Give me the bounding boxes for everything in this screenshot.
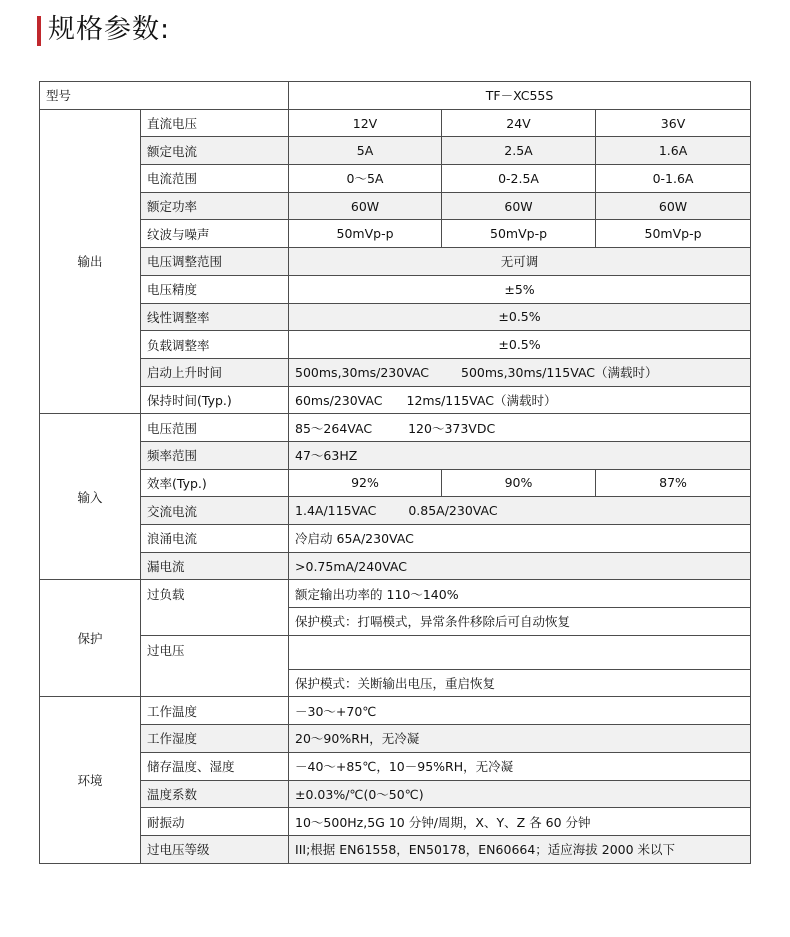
- cell-value: ±0.03%/℃(0～50℃): [289, 780, 751, 808]
- param-label: 储存温度、湿度: [141, 752, 289, 780]
- cell-value: 92%: [289, 469, 442, 497]
- cell-value: [289, 635, 751, 669]
- cell-value: 0-2.5A: [442, 165, 596, 193]
- model-value: TF－XC55S: [289, 82, 751, 110]
- table-row: [40, 386, 751, 414]
- cell-value: 50mVp-p: [289, 220, 442, 248]
- table-row: [40, 358, 751, 386]
- param-label: 额定电流: [141, 137, 289, 165]
- cell-value: 0-1.6A: [596, 165, 751, 193]
- title-accent-bar: [37, 16, 41, 46]
- table-row: [40, 165, 751, 193]
- table-row: [40, 552, 751, 580]
- model-label: 型号: [40, 82, 289, 110]
- cell-value: ±0.5%: [289, 331, 751, 359]
- param-label: 线性调整率: [141, 303, 289, 331]
- cell-value: ±0.5%: [289, 303, 751, 331]
- cell-text: 120～373VDC: [408, 420, 496, 436]
- param-label: 交流电流: [141, 497, 289, 525]
- cell-value: [289, 414, 751, 442]
- table-row: [40, 303, 751, 331]
- cell-value: 2.5A: [442, 137, 596, 165]
- cell-value: 保护模式：关断输出电压，重启恢复: [289, 669, 751, 697]
- param-label: 浪涌电流: [141, 525, 289, 553]
- param-label: 启动上升时间: [141, 358, 289, 386]
- cell-value: 额定输出功率的 110～140%: [289, 580, 751, 608]
- param-label: 过电压等级: [141, 835, 289, 863]
- table-row: [40, 497, 751, 525]
- table-row: [40, 192, 751, 220]
- cell-value: 87%: [596, 469, 751, 497]
- table-row: [40, 441, 751, 469]
- param-label: 额定功率: [141, 192, 289, 220]
- param-label: 频率范围: [141, 441, 289, 469]
- cell-text: 85～264VAC: [295, 420, 373, 436]
- table-row: [40, 248, 751, 276]
- cell-value: 36V: [596, 109, 751, 137]
- param-label: 效率(Typ.): [141, 469, 289, 497]
- group-output: 输出: [40, 109, 141, 414]
- table-row: [40, 414, 751, 442]
- cell-value: 47～63HZ: [289, 441, 751, 469]
- cell-value: 保护模式：打嗝模式，异常条件移除后可自动恢复: [289, 608, 751, 636]
- cell-value: 冷启动 65A/230VAC: [289, 525, 751, 553]
- table-row: [40, 275, 751, 303]
- cell-value: 20～90%RH，无冷凝: [289, 725, 751, 753]
- group-input: 输入: [40, 414, 141, 580]
- param-label: 耐振动: [141, 808, 289, 836]
- table-row: [40, 525, 751, 553]
- param-label: 电压调整范围: [141, 248, 289, 276]
- cell-value: 50mVp-p: [596, 220, 751, 248]
- table-row: [40, 220, 751, 248]
- param-label: 电压范围: [141, 414, 289, 442]
- param-label: 电压精度: [141, 275, 289, 303]
- cell-value: －40～+85℃，10－95%RH，无冷凝: [289, 752, 751, 780]
- cell-text: 12ms/115VAC（满载时）: [406, 392, 557, 408]
- cell-text: 1.4A/115VAC: [295, 503, 377, 519]
- param-label: 工作湿度: [141, 725, 289, 753]
- table-row: [40, 780, 751, 808]
- cell-value: －30～+70℃: [289, 697, 751, 725]
- cell-value: 12V: [289, 109, 442, 137]
- param-label: 过电压: [141, 635, 289, 697]
- cell-text: 60ms/230VAC: [295, 392, 383, 408]
- param-label: 温度系数: [141, 780, 289, 808]
- cell-value: 5A: [289, 137, 442, 165]
- table-row: [40, 808, 751, 836]
- table-row: [40, 725, 751, 753]
- table-row: [40, 469, 751, 497]
- cell-value: 60W: [289, 192, 442, 220]
- cell-value: III;根据 EN61558，EN50178，EN60664；适应海拔 2000 米以下: [289, 835, 751, 863]
- param-label: 保持时间(Typ.): [141, 386, 289, 414]
- cell-value: ±5%: [289, 275, 751, 303]
- page-title: 规格参数:: [48, 14, 171, 45]
- cell-value: 90%: [442, 469, 596, 497]
- cell-value: 1.6A: [596, 137, 751, 165]
- cell-value: 50mVp-p: [442, 220, 596, 248]
- cell-text: 500ms,30ms/230VAC: [295, 365, 430, 381]
- table-row: [40, 835, 751, 863]
- param-label: 直流电压: [141, 109, 289, 137]
- cell-value: 60W: [442, 192, 596, 220]
- param-label: 过负载: [141, 580, 289, 635]
- table-row: [40, 580, 751, 608]
- cell-value: [289, 386, 751, 414]
- param-label: 纹波与噪声: [141, 220, 289, 248]
- param-label: 电流范围: [141, 165, 289, 193]
- table-row: [40, 109, 751, 137]
- table-row: [40, 137, 751, 165]
- table-row: [40, 635, 751, 669]
- spec-table: [39, 81, 751, 864]
- param-label: 漏电流: [141, 552, 289, 580]
- cell-value: >0.75mA/240VAC: [289, 552, 751, 580]
- cell-text: 0.85A/230VAC: [408, 503, 498, 519]
- cell-value: 10～500Hz,5G 10 分钟/周期，X、Y、Z 各 60 分钟: [289, 808, 751, 836]
- cell-text: 500ms,30ms/115VAC（满载时）: [461, 365, 658, 381]
- table-row: [40, 752, 751, 780]
- group-env: 环境: [40, 697, 141, 863]
- cell-value: 0～5A: [289, 165, 442, 193]
- group-protect: 保护: [40, 580, 141, 697]
- cell-value: [289, 497, 751, 525]
- table-row: [40, 697, 751, 725]
- table-row: [40, 331, 751, 359]
- table-row: [40, 82, 751, 110]
- param-label: 负载调整率: [141, 331, 289, 359]
- cell-value: [289, 358, 751, 386]
- cell-value: 无可调: [289, 248, 751, 276]
- param-label: 工作温度: [141, 697, 289, 725]
- cell-value: 60W: [596, 192, 751, 220]
- cell-value: 24V: [442, 109, 596, 137]
